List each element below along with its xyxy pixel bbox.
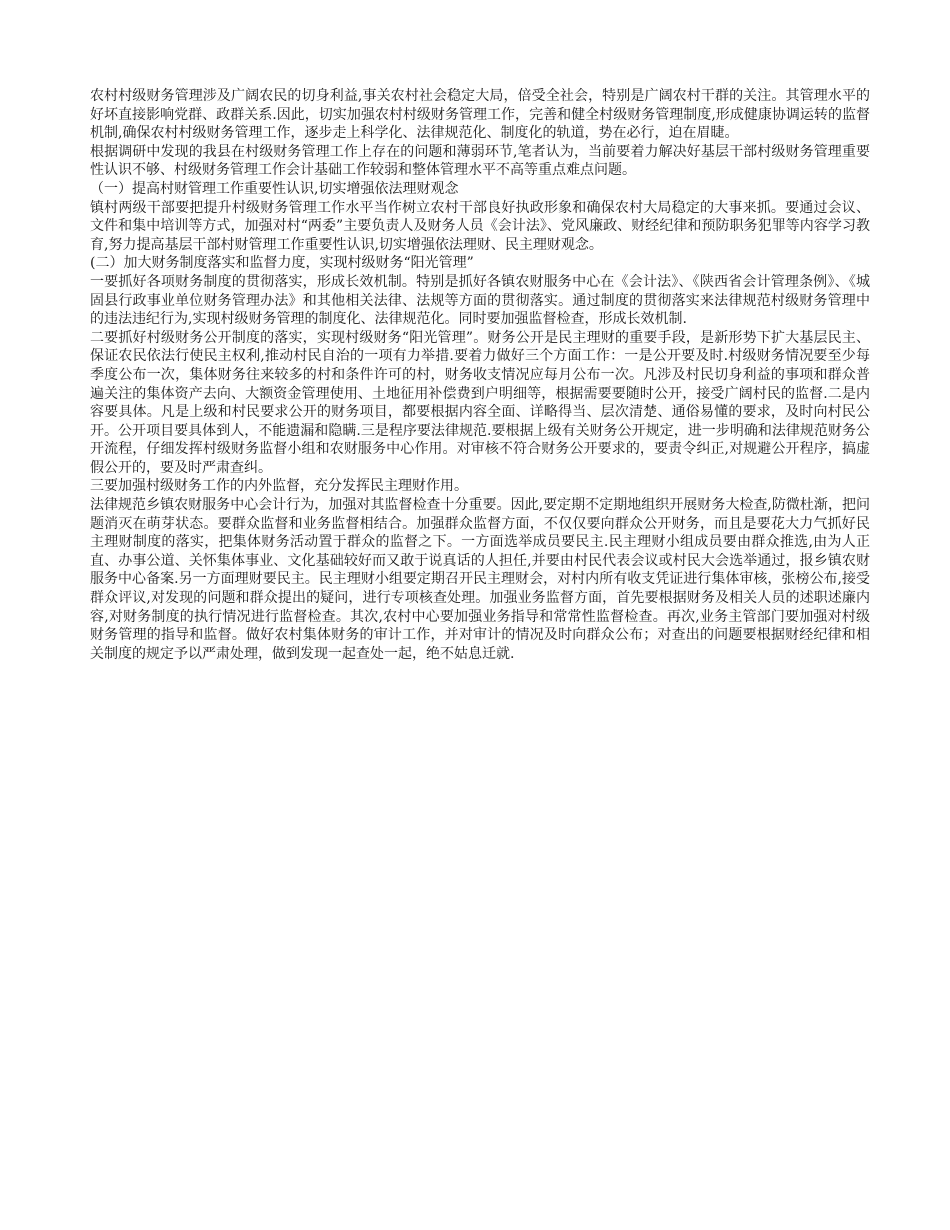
paragraph-item-3-heading: 三要加强村级财务工作的内外监督，充分发挥民主理财作用。 <box>90 478 468 495</box>
paragraph-item-1: 一要抓好各项财务制度的贯彻落实，形成长效机制。特别是抓好各镇农财服务中心在《会计法》、《陕西省会计管理条例》、《城固县行政事业单位财务管理办法》和其他相关法律、法规等方面的贯彻落实。通过制度的贯彻落实来法律规范村级财务管理中的违法违纪行为,实现村级财务管理的制度化、法律规范化。同时要加强监督检查，形成长效机制. <box>90 273 870 328</box>
paragraph-item-2: 二要抓好村级财务公开制度的落实，实现村级财务“阳光管理”。财务公开是民主理财的重要手段，是新形势下扩大基层民主、保证农民依法行使民主权利,推动村民自治的一项有力举措.要着力做好三个方面工作：一是公开要及时.村级财务情况要至少每季度公布一次，集体财务往来较多的村和条件许可的村，财务收支情况应每月公布一次。凡涉及村民切身利益的事项和群众普遍关注的集体资产去向、大额资金管理使用、土地征用补偿费到户明细等，根据需要要随时公开，接受广阔村民的监督.二是内容要具体。凡是上级和村民要求公开的财务项目，都要根据内容全面、详略得当、层次清楚、通俗易懂的要求，及时向村民公开。公开项目要具体到人，不能遗漏和隐瞒.三是程序要法律规范.要根据上级有关财务公开规定，进一步明确和法律规范财务公开流程，仔细发挥村级财务监督小组和农财服务中心作用。对审核不符合财务公开要求的，要责令纠正,对规避公开程序，搞虚假公开的，要及时严肃查纠。 <box>90 329 870 476</box>
section-heading-1: （一）提高村财管理工作重要性认识,切实增强依法理财观念 <box>90 180 459 197</box>
document-body <box>90 87 870 663</box>
paragraph-item-3-body: 法律规范乡镇农财服务中心会计行为，加强对其监督检查十分重要。因此,要定期不定期地组织开展财务大检查,防微杜渐，把问题消灭在萌芽状态。要群众监督和业务监督相结合。加强群众监督方面，不仅仅要向群众公开财务，而且是要花大力气抓好民主理财制度的落实，把集体财务活动置于群众的监督之下。一方面选举成员要民主.民主理财小组成员要由群众推选,由为人正直、办事公道、关怀集体事业、文化基础较好而又敢于说真话的人担任,并要由村民代表会议或村民大会选举通过，报乡镇农财服务中心备案.另一方面理财要民主。民主理财小组要定期召开民主理财会，对村内所有收支凭证进行集体审核，张榜公布,接受群众评议,对发现的问题和群众提出的疑问，进行专项核查处理。加强业务监督方面，首先要根据财务及相关人员的述职述廉内容,对财务制度的执行情况进行监督检查。其次,农村中心要加强业务指导和常常性监督检查。再次,业务主管部门要加强对村级财务管理的指导和监督。做好农村集体财务的审计工作，并对审计的情况及时向群众公布；对查出的问题要根据财经纪律和相关制度的规定予以严肃处理，做到发现一起查处一起，绝不姑息迁就. <box>90 497 870 662</box>
paragraph-intro: 农村村级财务管理涉及广阔农民的切身利益,事关农村社会稳定大局，倍受全社会，特别是广阔农村干群的关注。其管理水平的好坏直接影响党群、政群关系.因此，切实加强农村村级财务管理工作，完善和健全村级财务管理制度,形成健康协调运转的监督机制,确保农村村级财务管理工作，逐步走上科学化、法律规范化、制度化的轨道，势在必行，迫在眉睫。 <box>90 88 870 142</box>
section-heading-2: (二）加大财务制度落实和监督力度，实现村级财务“阳光管理” <box>90 255 474 272</box>
paragraph-problems: 根据调研中发现的我县在村级财务管理工作上存在的问题和薄弱环节,笔者认为，当前要着力解决好基层干部村级财务管理重要性认识不够、村级财务管理工作会计基础工作较弱和整体管理水平不高等重点难点问题。 <box>90 143 870 179</box>
paragraph-section-1: 镇村两级干部要把提升村级财务管理工作水平当作树立农村干部良好执政形象和确保农村大局稳定的大事来抓。要通过会议、文件和集中培训等方式，加强对村“两委”主要负责人及财务人员《会计法》、党风廉政、财经纪律和预防职务犯罪等内容学习教育,努力提高基层干部村财管理工作重要性认识,切实增强依法理财、民主理财观念。 <box>90 199 870 253</box>
